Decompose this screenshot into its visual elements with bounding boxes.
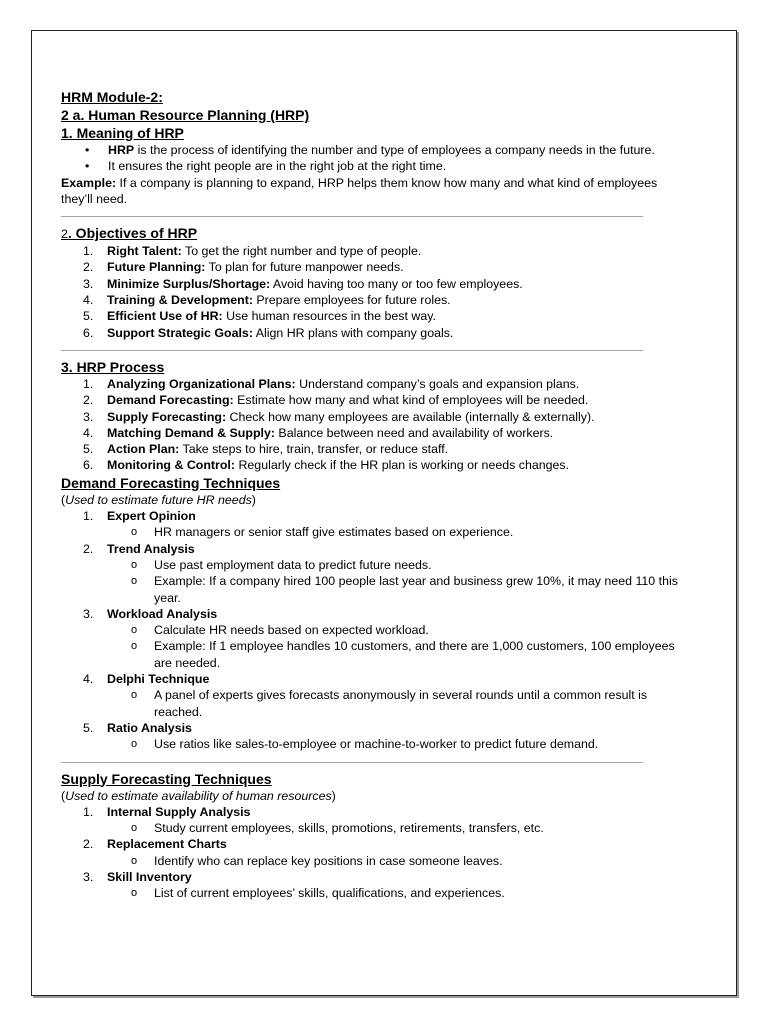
supply-heading: Supply Forecasting Techniques [61, 770, 272, 787]
list-item [61, 158, 681, 174]
item-bold: Support Strategic Goals: [107, 325, 253, 340]
item-bold: Demand Forecasting: [107, 393, 234, 408]
item-text: Estimate how many and what kind of employees will be needed. [233, 393, 589, 408]
list-item [61, 392, 681, 408]
bullet-text: is the process of identifying the number and type of employees a company needs in the future. [134, 143, 655, 157]
sub-list [107, 820, 681, 836]
item-number: 5. [83, 309, 94, 324]
item-number: 5. [83, 442, 94, 457]
sub-item: o Example: If 1 employee handles 10 customers, and there are 1,000 customers, 100 employees are needed. [61, 638, 681, 671]
note-paren: ) [251, 492, 256, 507]
item-title: Trend Analysis [107, 541, 195, 556]
list-item [61, 836, 681, 869]
list-item [61, 376, 681, 392]
meaning-heading: 1. Meaning of HRP [61, 125, 184, 141]
item-bold: Training & Development: [107, 293, 253, 308]
sub-list [107, 687, 681, 720]
item-bold: Supply Forecasting: [107, 409, 227, 424]
sub-list [107, 622, 681, 671]
item-text: Check how many employees are available (internally & externally). [226, 409, 595, 424]
list-item [61, 292, 681, 308]
sub-item: o A panel of experts gives forecasts anonymously in several rounds until a common result is reached. [61, 687, 681, 720]
item-title: Workload Analysis [107, 606, 218, 621]
item-number: 2. [83, 541, 94, 556]
note-paren: ( [61, 492, 66, 507]
list-item [61, 276, 681, 292]
note-italic: Used to estimate future HR needs [65, 492, 252, 507]
sub-item: o Identify who can replace key positions in case someone leaves. [61, 853, 681, 869]
item-title: Skill Inventory [107, 869, 192, 884]
item-bold: Minimize Surplus/Shortage: [107, 276, 271, 291]
module-title: HRM Module-2: [61, 89, 163, 105]
list-item [61, 308, 681, 324]
list-item [61, 541, 681, 606]
process-list [61, 376, 681, 474]
item-text: Avoid having too many or too few employees. [270, 276, 523, 291]
item-bold: Matching Demand & Supply: [107, 425, 275, 440]
item-title: Ratio Analysis [107, 720, 192, 735]
note-paren: ( [61, 788, 66, 803]
demand-list [61, 508, 681, 752]
objectives-list [61, 243, 681, 341]
sub-item: o Use past employment data to predict future needs. [61, 557, 681, 573]
sub-item: o HR managers or senior staff give estimates based on experience. [61, 524, 681, 540]
item-number: 2. [83, 260, 94, 275]
item-number: 4. [83, 425, 94, 440]
sub-item: o Calculate HR needs based on expected workload. [61, 622, 681, 638]
item-number: 6. [83, 458, 94, 473]
item-number: 3. [83, 869, 94, 884]
item-bold: Efficient Use of HR: [107, 309, 223, 324]
item-number: 4. [83, 672, 94, 687]
list-item [61, 804, 681, 837]
item-bold: Action Plan: [107, 442, 180, 457]
sub-item: o Use ratios like sales-to-employee or machine-to-worker to predict future demand. [61, 736, 681, 752]
item-number: 4. [83, 293, 94, 308]
item-bold: Analyzing Organizational Plans: [107, 376, 296, 391]
sub-list [107, 524, 681, 540]
process-heading: 3. HRP Process [61, 358, 165, 375]
item-number: 2. [83, 837, 94, 852]
note-italic: Used to estimate availability of human resources [65, 788, 332, 803]
list-item [61, 259, 681, 275]
bullet-bold: HRP [108, 143, 135, 157]
item-title: Internal Supply Analysis [107, 804, 251, 819]
item-title: Expert Opinion [107, 509, 196, 524]
objectives-heading [61, 224, 681, 243]
sub-list [107, 853, 681, 869]
list-item [61, 720, 681, 753]
item-number: 3. [83, 276, 94, 291]
item-number: 1. [83, 804, 94, 819]
item-number: 1. [83, 376, 94, 391]
list-item [61, 325, 681, 341]
list-item [61, 142, 681, 158]
item-title: Replacement Charts [107, 837, 227, 852]
item-text: Balance between need and availability of workers. [274, 425, 554, 440]
example-text: If a company is planning to expand, HRP helps them know how many and what kind of employees they’ll need. [61, 175, 658, 206]
item-number: 6. [83, 325, 94, 340]
list-item [61, 606, 681, 671]
divider [61, 216, 643, 217]
item-text: Use human resources in the best way. [222, 309, 436, 324]
demand-heading: Demand Forecasting Techniques [61, 474, 281, 491]
item-number: 5. [83, 720, 94, 735]
meaning-bullets [61, 142, 681, 175]
bullet-text: It ensures the right people are in the right job at the right time. [108, 159, 447, 174]
note-paren: ) [331, 788, 336, 803]
list-item [61, 671, 681, 720]
item-text: To get the right number and type of people. [181, 244, 422, 259]
list-item [61, 425, 681, 441]
example-label: Example: [61, 175, 117, 190]
item-text: Align HR plans with company goals. [252, 325, 454, 340]
demand-note [61, 492, 681, 508]
item-text: Understand company’s goals and expansion plans. [295, 376, 580, 391]
item-number: 3. [83, 606, 94, 621]
list-item [61, 869, 681, 902]
item-title: Delphi Technique [107, 672, 210, 687]
sub-list [107, 885, 681, 901]
item-bold: Future Planning: [107, 260, 206, 275]
item-text: To plan for future manpower needs. [205, 260, 404, 275]
sub-item: o Study current employees, skills, promotions, retirements, transfers, etc. [61, 820, 681, 836]
list-item [61, 508, 681, 541]
document-content [61, 88, 681, 902]
divider [61, 762, 643, 763]
item-text: Take steps to hire, train, transfer, or reduce staff. [179, 442, 449, 457]
sub-list [107, 557, 681, 606]
sub-item: o Example: If a company hired 100 people last year and business grew 10%, it may need 110 this year. [61, 573, 681, 606]
supply-note [61, 788, 681, 804]
divider [61, 350, 643, 351]
item-text: Regularly check if the HR plan is working or needs changes. [235, 458, 570, 473]
item-bold: Right Talent: [107, 244, 182, 259]
meaning-example [61, 175, 681, 208]
subtitle: 2 a. Human Resource Planning (HRP) [61, 107, 310, 123]
item-text: Prepare employees for future roles. [252, 293, 451, 308]
list-item [61, 457, 681, 473]
list-item [61, 441, 681, 457]
objectives-heading-prefix: 2 [61, 227, 68, 242]
sub-item: o List of current employees’ skills, qualifications, and experiences. [61, 885, 681, 901]
item-number: 1. [83, 509, 94, 524]
list-item [61, 243, 681, 259]
list-item [61, 409, 681, 425]
item-bold: Monitoring & Control: [107, 458, 236, 473]
item-number: 1. [83, 244, 94, 259]
sub-list [107, 736, 681, 752]
supply-list [61, 804, 681, 902]
item-number: 2. [83, 393, 94, 408]
objectives-heading-text: . Objectives of HRP [67, 225, 198, 242]
item-number: 3. [83, 409, 94, 424]
